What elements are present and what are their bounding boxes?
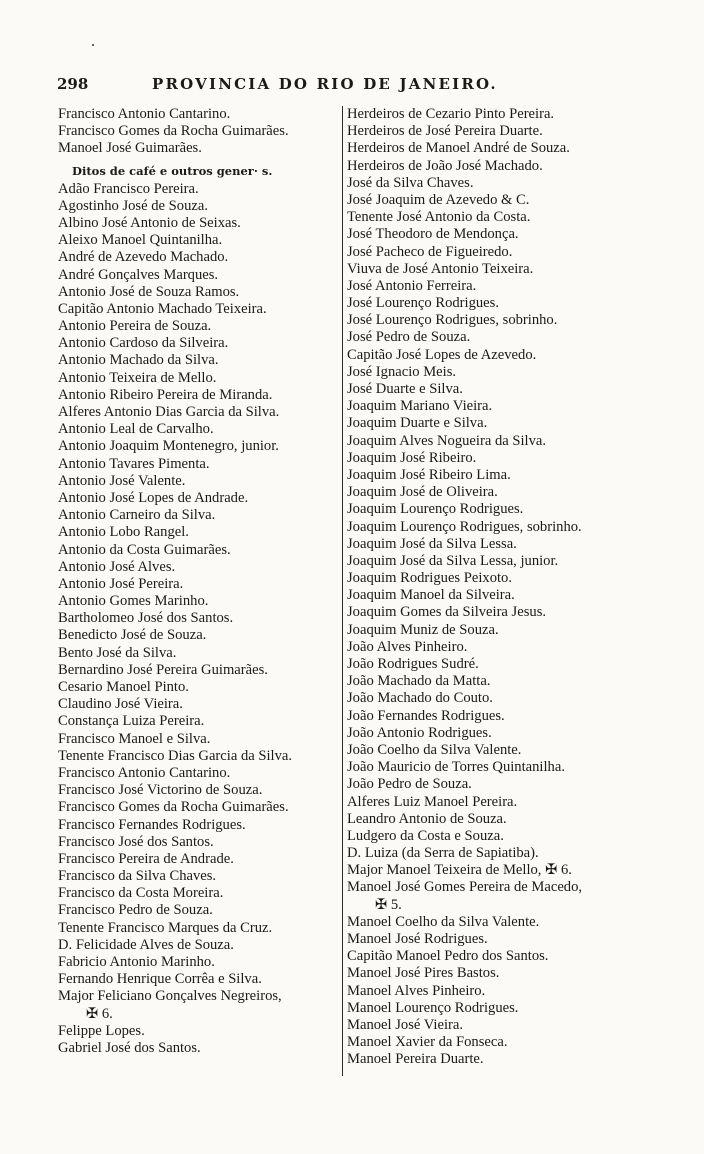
- list-item: Gabriel José dos Santos.: [58, 1039, 201, 1056]
- left-column: [58, 106, 342, 1057]
- list-item: Manoel José Vieira.: [347, 1016, 463, 1033]
- list-item: Antonio Teixeira de Mello.: [58, 369, 217, 386]
- list-item: D. Luiza (da Serra de Sapiatiba).: [347, 845, 539, 862]
- list-item: Manoel Coelho da Silva Valente.: [347, 913, 540, 930]
- list-item: Joaquim Duarte e Silva.: [347, 415, 488, 432]
- list-item: Antonio Tavares Pimenta.: [58, 455, 210, 472]
- list-item: Claudino José Vieira.: [58, 696, 183, 713]
- running-title: PROVINCIA DO RIO DE JANEIRO.: [152, 75, 498, 93]
- list-item: José Theodoro de Mendonça.: [347, 226, 519, 243]
- list-item: Albino José Antonio de Seixas.: [58, 214, 241, 231]
- list-item: Francisco Pereira de Andrade.: [58, 850, 234, 867]
- list-item: José Antonio Ferreira.: [347, 277, 477, 294]
- list-item-continuation: ✠ 5.: [375, 896, 402, 913]
- list-item: Capitão Antonio Machado Teixeira.: [58, 300, 267, 317]
- list-item: Capitão José Lopes de Azevedo.: [347, 346, 537, 363]
- list-item: Herdeiros de José Pereira Duarte.: [347, 123, 543, 140]
- list-item: Antonio Machado da Silva.: [58, 352, 219, 369]
- list-item: Manoel Xavier da Fonseca.: [347, 1034, 508, 1051]
- list-item: José Lourenço Rodrigues.: [347, 295, 499, 312]
- list-item: João Machado do Couto.: [347, 690, 493, 707]
- list-item: João Rodrigues Sudré.: [347, 656, 479, 672]
- list-item: André Gonçalves Marques.: [58, 266, 219, 283]
- list-item: Capitão Manoel Pedro dos Santos.: [347, 948, 549, 965]
- list-item: Bartholomeo José dos Santos.: [58, 610, 234, 627]
- list-item: Joaquim Lourenço Rodrigues, sobrinho.: [347, 518, 582, 535]
- list-item: Joaquim Gomes da Silveira Jesus.: [347, 604, 547, 621]
- list-item: Joaquim Mariano Vieira.: [347, 398, 493, 415]
- list-item: Benedicto José de Souza.: [58, 627, 207, 644]
- list-item: André de Azevedo Machado.: [58, 249, 229, 266]
- list-item: Felippe Lopes.: [58, 1022, 145, 1039]
- list-item: Antonio José Alves.: [58, 558, 176, 575]
- list-item: Joaquim Muniz de Souza.: [347, 621, 499, 638]
- print-speck: [92, 44, 94, 46]
- list-item: Antonio da Costa Guimarães.: [58, 541, 231, 558]
- list-item: Joaquim Alves Nogueira da Silva.: [347, 432, 547, 449]
- list-item: Joaquim José Ribeiro.: [347, 449, 477, 466]
- list-item: Constança Luiza Pereira.: [58, 713, 205, 730]
- list-item: José Lourenço Rodrigues, sobrinho.: [347, 312, 558, 329]
- list-item: Tenente Francisco Marques da Cruz.: [58, 919, 273, 936]
- list-item: Bento José da Silva.: [58, 644, 177, 661]
- list-item: Herdeiros de Cezario Pinto Pereira.: [347, 106, 555, 122]
- list-item: Joaquim Lourenço Rodrigues.: [347, 501, 524, 518]
- list-item: Joaquim José da Silva Lessa.: [347, 535, 517, 552]
- list-item: João Alves Pinheiro.: [347, 638, 468, 655]
- list-item: José Pacheco de Figueiredo.: [347, 243, 513, 260]
- list-item: Manoel Alves Pinheiro.: [347, 982, 486, 999]
- list-item: José Duarte e Silva.: [347, 381, 463, 397]
- list-item: Tenente José Antonio da Costa.: [347, 209, 531, 226]
- list-item: Francisco Gomes da Rocha Guimarães.: [58, 799, 289, 816]
- list-item: Joaquim Manoel da Silveira.: [347, 587, 515, 604]
- list-item: João Machado da Matta.: [347, 673, 491, 690]
- list-item: Manoel José Rodrigues.: [347, 931, 488, 947]
- list-item: Antonio Joaquim Montenegro, junior.: [58, 438, 279, 455]
- list-item: João Pedro de Souza.: [347, 776, 472, 793]
- list-item: Joaquim Rodrigues Peixoto.: [347, 570, 512, 587]
- list-item: Agostinho José de Souza.: [58, 197, 208, 214]
- list-item: Herdeiros de João José Machado.: [347, 157, 543, 174]
- list-item: D. Felicidade Alves de Souza.: [58, 936, 234, 953]
- page-header: [57, 75, 657, 99]
- list-item: Antonio Lobo Rangel.: [58, 524, 189, 541]
- list-item: Antonio Gomes Marinho.: [58, 593, 209, 610]
- list-item: Antonio Pereira de Souza.: [58, 318, 212, 335]
- list-item: Francisco Manoel e Silva.: [58, 730, 211, 747]
- list-item: José Joaquim de Azevedo & C.: [347, 191, 530, 208]
- list-item: Manoel Pereira Duarte.: [347, 1051, 484, 1068]
- list-item: Francisco Antonio Cantarino.: [58, 764, 231, 781]
- list-item-continuation: ✠ 6.: [86, 1005, 113, 1022]
- list-item: Francisco Pedro de Souza.: [58, 902, 213, 919]
- list-item: Major Feliciano Gonçalves Negreiros,: [58, 988, 282, 1005]
- list-item: Herdeiros de Manoel André de Souza.: [347, 140, 570, 157]
- list-item: Fabricio Antonio Marinho.: [58, 954, 215, 970]
- list-item: José Pedro de Souza.: [347, 329, 471, 346]
- list-item: Manoel Lourenço Rodrigues.: [347, 999, 519, 1016]
- list-item: Francisco Antonio Cantarino.: [58, 106, 231, 122]
- list-item: Antonio Cardoso da Silveira.: [58, 335, 229, 352]
- list-item: Cesario Manoel Pinto.: [58, 679, 189, 695]
- list-item: José Ignacio Meis.: [347, 363, 457, 380]
- list-item: Francisco da Costa Moreira.: [58, 885, 224, 902]
- list-item: Joaquim José Ribeiro Lima.: [347, 466, 511, 483]
- list-item: Antonio José Valente.: [58, 472, 186, 489]
- list-item: João Fernandes Rodrigues.: [347, 707, 505, 724]
- list-item: Antonio Leal de Carvalho.: [58, 421, 214, 438]
- list-item: Manoel José Pires Bastos.: [347, 965, 500, 982]
- list-item: Francisco José Victorino de Souza.: [58, 782, 263, 799]
- list-item: Manoel José Guimarães.: [58, 140, 202, 157]
- list-item: Francisco da Silva Chaves.: [58, 868, 217, 885]
- list-item: Tenente Francisco Dias Garcia da Silva.: [58, 747, 293, 764]
- list-item: João Coelho da Silva Valente.: [347, 741, 522, 758]
- list-item: Adão Francisco Pereira.: [58, 180, 199, 197]
- list-item: João Mauricio de Torres Quintanilha.: [347, 759, 565, 776]
- section-subheading: Ditos de café e outros gener· s.: [72, 163, 273, 178]
- list-item: Fernando Henrique Corrêa e Silva.: [58, 971, 262, 988]
- list-item: Bernardino José Pereira Guimarães.: [58, 661, 268, 678]
- list-item: José da Silva Chaves.: [347, 174, 474, 191]
- column-divider: [342, 106, 343, 1076]
- list-item: Major Manoel Teixeira de Mello, ✠ 6.: [347, 862, 572, 879]
- list-item: Leandro Antonio de Souza.: [347, 810, 507, 827]
- list-item: Antonio José Lopes de Andrade.: [58, 489, 249, 506]
- list-item: Antonio Carneiro da Silva.: [58, 507, 216, 524]
- list-item: Manoel José Gomes Pereira de Macedo,: [347, 879, 583, 896]
- list-item: Alferes Luiz Manoel Pereira.: [347, 793, 518, 810]
- list-item: Ludgero da Costa e Souza.: [347, 827, 504, 844]
- list-item: Antonio Ribeiro Pereira de Miranda.: [58, 386, 273, 403]
- list-item: Alferes Antonio Dias Garcia da Silva.: [58, 404, 280, 420]
- right-column: [347, 106, 657, 1069]
- list-item: Joaquim José da Silva Lessa, junior.: [347, 552, 559, 569]
- list-item: Joaquim José de Oliveira.: [347, 484, 498, 501]
- list-item: Francisco Fernandes Rodrigues.: [58, 816, 246, 833]
- list-item: Francisco Gomes da Rocha Guimarães.: [58, 123, 289, 140]
- list-item: Antonio José de Souza Ramos.: [58, 283, 240, 300]
- list-item: Antonio José Pereira.: [58, 575, 184, 592]
- list-item: Francisco José dos Santos.: [58, 833, 214, 850]
- list-item: Aleixo Manoel Quintanilha.: [58, 232, 223, 249]
- list-item: Viuva de José Antonio Teixeira.: [347, 260, 534, 277]
- list-item: João Antonio Rodrigues.: [347, 724, 492, 741]
- page-number: 298: [57, 75, 89, 93]
